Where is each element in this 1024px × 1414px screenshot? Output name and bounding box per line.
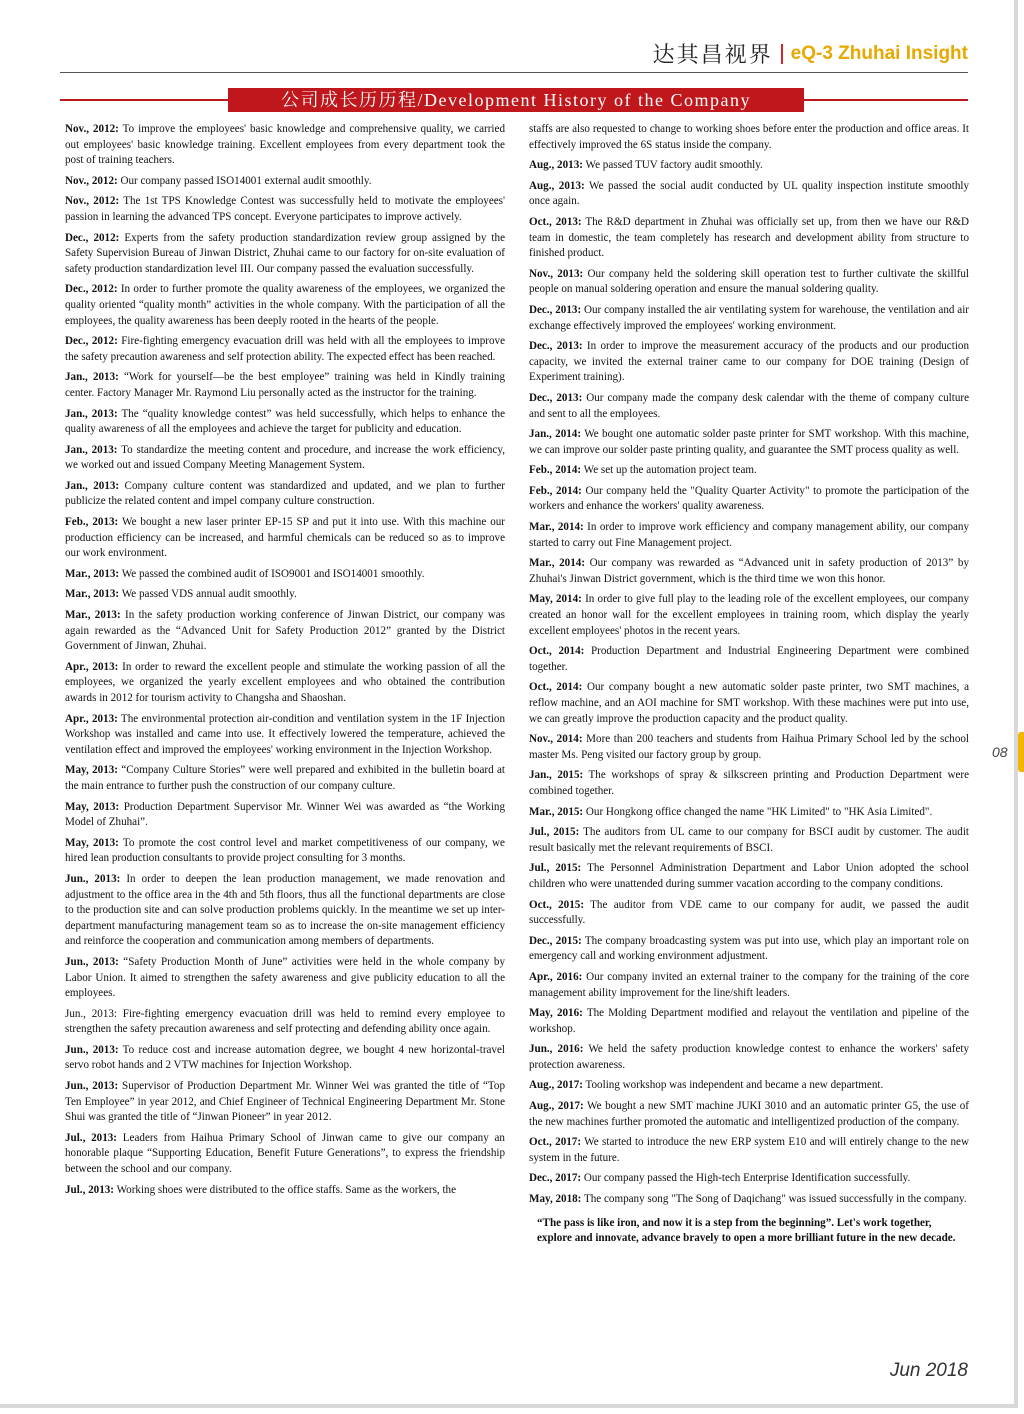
entry-date: May, 2014: <box>529 593 582 606</box>
entry-text: Our company was rewarded as “Advanced unit in safety production of 2013” by Zhuhai's Jinwan District government, which is the third time we won this honor. <box>529 557 969 585</box>
timeline-entry <box>529 1078 969 1094</box>
entry-date: Apr., 2013: <box>65 660 119 673</box>
closing-statement: “The pass is like iron, and now it is a step from the beginning”. Let's work together, explore and innovate, advance bravely to open a more brilliant future in the new decade. <box>537 1216 956 1245</box>
timeline-entry <box>529 1171 969 1187</box>
entry-date: Oct., 2014: <box>529 681 583 694</box>
timeline-entry <box>65 231 505 278</box>
issue-date: Jun 2018 <box>889 1360 968 1381</box>
timeline-entry <box>529 1135 969 1166</box>
timeline-entry <box>65 370 505 401</box>
entry-date: Jun., 2013: <box>65 955 119 968</box>
entry-text: To reduce cost and increase automation degree, we bought 4 new horizontal-travel servo robot hands and 2 VTW machines for Injection Workshop. <box>65 1043 505 1072</box>
entry-text: Our company passed the High-tech Enterprise Identification successfully. <box>581 1172 911 1185</box>
entry-date: May, 2013: <box>65 764 118 777</box>
timeline-entry <box>529 179 969 210</box>
timeline-entry <box>529 158 969 174</box>
entry-text: To improve the employees' basic knowledge and comprehensive quality, we carried out employees' basic knowledge training. Excellent employees from every department took the post of training teachers. <box>65 123 505 167</box>
entry-date: Dec., 2012: <box>65 335 118 348</box>
entry-date: Aug., 2017: <box>529 1079 583 1092</box>
entry-date: May, 2013: <box>65 836 119 849</box>
timeline-entry <box>529 1099 969 1130</box>
timeline-entry <box>529 267 969 298</box>
masthead <box>653 38 968 69</box>
masthead-cn-title: 达其昌视界 <box>652 43 773 68</box>
timeline-entry <box>529 970 969 1001</box>
masthead-separator <box>781 44 783 64</box>
entry-date: Nov., 2012: <box>65 195 120 208</box>
entry-text: In order to further promote the quality awareness of the employees, we organized the quality oriented “quality month” activities in the whole company. With the participation of all the employees, the quality awareness has been deeply rooted in the hearts of the people. <box>65 283 505 327</box>
timeline-entry <box>65 1131 505 1178</box>
timeline-entry <box>65 407 505 438</box>
entry-date: Feb., 2013: <box>65 516 119 529</box>
timeline-entry <box>529 303 969 334</box>
timeline-entry <box>529 825 969 856</box>
entry-text: Our company passed ISO14001 external audit smoothly. <box>117 174 372 187</box>
timeline-entry <box>529 463 969 479</box>
entry-text: Our Hongkong office changed the name "HK Limited" to "HK Asia Limited". <box>583 805 933 818</box>
timeline-entry <box>529 732 969 763</box>
entry-text: Our company held the "Quality Quarter Activity" to promote the participation of the workers and enhance the workers' quality awareness. <box>529 484 969 513</box>
entry-text: We passed the combined audit of ISO9001 and ISO14001 smoothly. <box>119 567 425 580</box>
entry-date: Jan., 2015: <box>529 769 584 782</box>
entry-date: Nov., 2012: <box>65 174 118 187</box>
timeline-entry <box>529 520 969 551</box>
entry-date: Jan., 2014: <box>529 428 582 441</box>
right-column <box>529 122 969 1352</box>
timeline-entry <box>529 339 969 386</box>
entry-date: Jan., 2013: <box>65 371 119 384</box>
timeline-entry <box>529 1042 969 1073</box>
timeline-entry <box>529 215 969 262</box>
timeline-entry <box>529 122 969 153</box>
timeline-entry <box>65 479 505 510</box>
entry-text: The “quality knowledge contest” was held successfully, which helps to enhance the quality awareness of all the employees and achieve the target for publicity and education. <box>65 407 505 436</box>
timeline-entry <box>529 556 969 587</box>
entry-text: The 1st TPS Knowledge Contest was successfully held to motivate the employees' passion in learning the advanced TPS concept. Everyone participates to improve actively. <box>65 195 505 223</box>
section-title: 公司成长历历程/Development History of the Company <box>228 88 804 112</box>
entry-text: “Work for yourself—be the best employee” training was held in Kindly training center. Factory Manager Mr. Raymond Liu personally acted as the instructor for the training. <box>65 371 505 399</box>
timeline-entry <box>529 484 969 515</box>
entry-text: The workshops of spray & silkscreen printing and Production Department were combined together. <box>529 769 969 797</box>
entry-date: Dec., 2013: <box>529 340 583 353</box>
entry-date: Jan., 2013: <box>65 479 120 492</box>
entry-date: Feb., 2014: <box>529 484 582 497</box>
entry-text: We started to introduce the new ERP system E10 and will entirely change to the new system in the future. <box>529 1136 969 1164</box>
entry-date: Oct., 2013: <box>529 215 582 228</box>
entry-date: Mar., 2013: <box>65 567 120 580</box>
entry-text: The environmental protection air-condition and ventilation system in the 1F Injection Workshop was installed and came into use. It effectively lowered the temperature, achieved the ventilation effect and improved the employees' working environment in the Injection Workshop. <box>65 712 505 756</box>
entry-date: Jun., 2013: <box>65 872 121 885</box>
entry-text: We passed VDS annual audit smoothly. <box>119 588 297 601</box>
entry-date: Nov., 2013: <box>529 267 584 280</box>
timeline-entry <box>65 763 505 794</box>
entry-text: In order to give full play to the leading role of the excellent employees, our company created an honor wall for the excellent employees in training room, which display the yearly excellent employees' photos in the recent years. <box>529 593 969 637</box>
entry-date: May, 2016: <box>529 1007 583 1020</box>
entry-date: Jun., 2016: <box>529 1043 584 1056</box>
entry-text: Our company installed the air ventilating system for warehouse, the ventilation and air exchange effectively improved the employees' working environment. <box>529 303 969 332</box>
entry-text: The auditor from VDE came to our company for audit, we passed the audit successfully. <box>529 898 969 927</box>
entry-text: Our company bought a new automatic solder paste printer, two SMT machines, a reflow machine, and an AOI machine for SMT workshop. With these machines were put into use, we can greatly improve the production capacity and the product quality. <box>529 681 969 725</box>
left-column <box>65 122 505 1352</box>
entry-date: Jan., 2013: <box>65 443 118 456</box>
entry-text: The company song "The Song of Daqichang" was issued successfully in the company. <box>581 1193 967 1206</box>
entry-date: Jul., 2015: <box>529 862 582 875</box>
entry-date: Apr., 2016: <box>529 970 583 983</box>
entry-date: Apr., 2013: <box>65 712 118 725</box>
timeline-entry <box>529 861 969 892</box>
entry-date: Mar., 2015: <box>529 805 584 818</box>
entry-text: The Molding Department modified and relayout the ventilation and pipeline of the workshop. <box>529 1007 969 1035</box>
timeline-entry <box>529 805 969 821</box>
timeline-entry <box>65 334 505 365</box>
entry-date: Dec., 2013: <box>529 391 583 404</box>
entry-text: Our company made the company desk calendar with the theme of company culture and sent to all the employees. <box>529 391 969 420</box>
timeline-entry <box>529 391 969 422</box>
entry-text: We passed the social audit conducted by UL quality inspection institute smoothly once again. <box>529 179 969 208</box>
entry-date: Jul., 2013: <box>65 1183 115 1196</box>
entry-date: Dec., 2012: <box>65 231 120 244</box>
entry-text: The company broadcasting system was put into use, which play an important role on emergency call and working environment adjustment. <box>529 934 969 963</box>
timeline-entry <box>65 1079 505 1126</box>
timeline-entry <box>65 608 505 655</box>
header-rule <box>60 72 968 73</box>
entry-date: Jun., 2013: <box>65 1043 119 1056</box>
masthead-en-title: eQ-3 Zhuhai Insight <box>790 42 968 64</box>
timeline-entry <box>529 680 969 727</box>
entry-text: In order to reward the excellent people and stimulate the working passion of all the employees, we organized the yearly excellent employees and who obtained the contribution awards in 2012 for tourism activity to Changsha and Shaoshan. <box>65 660 505 704</box>
entry-date: Oct., 2015: <box>529 898 585 911</box>
entry-text: Experts from the safety production standardization review group assigned by the Safety Supervision Bureau of Jinwan District, Zhuhai came to our factory for on-site evaluation of safety production standardization level III. Our company passed the evaluation successfully. <box>65 231 505 275</box>
timeline-entry <box>529 898 969 929</box>
entry-text: To promote the cost control level and market competitiveness of our company, we hired lean production consultants to provide project consulting for 3 months. <box>65 836 505 865</box>
page-edge-tab <box>1018 732 1024 772</box>
timeline-entry <box>529 934 969 965</box>
entry-date: Mar., 2014: <box>529 557 586 570</box>
entry-date: Dec., 2012: <box>65 283 118 296</box>
entry-date: Dec., 2013: <box>529 303 582 316</box>
entry-date: Jun., 2013: <box>65 1080 119 1093</box>
entry-date: Feb., 2014: <box>529 464 582 477</box>
entry-text: We held the safety production knowledge contest to enhance the workers' safety protection awareness. <box>529 1043 969 1071</box>
timeline-entry <box>65 194 505 225</box>
entry-text: The Personnel Administration Department and Labor Union adopted the school children who were unattended during summer vacation according to the company conditions. <box>529 862 969 890</box>
entry-text: We passed TUV factory audit smoothly. <box>582 159 763 172</box>
entry-text: Working shoes were distributed to the office staffs. Same as the workers, the <box>114 1183 457 1196</box>
entry-date: May, 2013: <box>65 800 120 813</box>
entry-text: We bought a new SMT machine JUKI 3010 and an automatic printer G5, the use of the new machines further promoted the automatic and intelligentized production of the company. <box>529 1100 969 1128</box>
entry-text: Our company invited an external trainer to the company for the training of the core management ability improvement for the line/shift leaders. <box>529 970 969 999</box>
entry-date: Oct., 2014: <box>529 645 585 658</box>
timeline-entry <box>65 1183 505 1199</box>
entry-date: Mar., 2013: <box>65 609 121 622</box>
entry-date: Nov., 2014: <box>529 733 583 746</box>
entry-text: To standardize the meeting content and procedure, and increase the work efficiency, we worked out and issued Company Meeting Management System. <box>65 443 505 472</box>
timeline-entry <box>65 174 505 190</box>
entry-date: Jul., 2015: <box>529 826 580 839</box>
entry-text: In order to improve work efficiency and company management ability, our company started to carry out Fine Management project. <box>529 521 969 549</box>
entry-date: Oct., 2017: <box>529 1136 582 1149</box>
entry-text: In order to improve the measurement accuracy of the products and our production capacity, we invited the external trainer came to our company for DOE training (Design of Experiment training). <box>529 340 969 384</box>
timeline-entry <box>65 800 505 831</box>
timeline-entry <box>529 1006 969 1037</box>
timeline-entry <box>529 644 969 675</box>
entry-date: Aug., 2013: <box>529 159 583 172</box>
timeline-entry <box>65 515 505 562</box>
entry-text: “Safety Production Month of June” activities were held in the whole company by Labor Union. It aimed to strengthen the safety awareness and give publicity education to all the employees. <box>65 955 505 1000</box>
timeline-entry <box>65 955 505 1002</box>
entry-date: Nov., 2012: <box>65 123 119 135</box>
timeline-entry <box>65 587 505 603</box>
entry-text: Production Department Supervisor Mr. Winner Wei was awarded as “the Working Model of Zhuhai”. <box>65 800 505 829</box>
timeline-entry <box>529 1192 969 1208</box>
timeline-entry <box>65 836 505 867</box>
right-entries <box>529 122 969 1208</box>
entry-text: Supervisor of Production Department Mr. Winner Wei was granted the title of “Top Ten Employee” in year 2012, and Chief Engineer of Technical Engineering Department Mr. Stone Shui was granted the title of “Jinwan Pioneer” in year 2012. <box>65 1080 505 1124</box>
entry-text: Tooling workshop was independent and became a new department. <box>582 1079 884 1092</box>
timeline-entry <box>65 660 505 707</box>
entry-date: Jan., 2013: <box>65 407 118 420</box>
timeline-entry <box>65 1043 505 1074</box>
entry-date: May, 2018: <box>529 1193 582 1206</box>
entry-text: In order to deepen the lean production management, we made renovation and adjustment to the office area in the 4th and 5th floors, thus all the functional departments are close to the production site and can solve production problems quickly. In the meantime we set up inter-department manufacturing management team so as to increase the on-site management efficiency and reinforce the cooperation and communication among members of departments. <box>65 872 505 948</box>
entry-text: Jun., 2013: Fire-fighting emergency evacuation drill was held to remind every employee to strengthen the safety precaution awareness and self protecting and defending ability once again. <box>65 1007 505 1036</box>
entry-text: More than 200 teachers and students from Haihua Primary School led by the school master Ms. Peng visited our factory group by group. <box>529 733 969 761</box>
entry-date: Mar., 2013: <box>65 588 120 601</box>
entry-date: Aug., 2017: <box>529 1100 584 1113</box>
entry-text: The R&D department in Zhuhai was officially set up, from then we have our R&D team in domestic, the team completely has research and development ability from structure to finished product. <box>529 215 969 260</box>
entry-text: Leaders from Haihua Primary School of Jinwan came to give our company an honorable plaque “Supporting Education, Benefit Future Generations”, to express the friendship between the school and our company. <box>65 1131 505 1176</box>
timeline-entry <box>65 443 505 474</box>
entry-text: Our company held the soldering skill operation test to further cultivate the skillful people on manual soldering operation and ensure the manual soldering quality. <box>529 267 969 296</box>
timeline-entry <box>65 282 505 329</box>
entry-date: Aug., 2013: <box>529 179 585 192</box>
entry-date: Jul., 2013: <box>65 1131 117 1144</box>
page-number: 08 <box>992 744 1008 760</box>
entry-text: Production Department and Industrial Engineering Department were combined together. <box>529 645 969 673</box>
timeline-entry <box>65 872 505 950</box>
entry-text: “Company Culture Stories” were well prepared and exhibited in the bulletin board at the main entrance to further push the construction of our company culture. <box>65 764 505 792</box>
entry-date: Dec., 2017: <box>529 1172 582 1185</box>
entry-date: Dec., 2015: <box>529 934 582 947</box>
entry-text: We set up the automation project team. <box>581 464 757 477</box>
entry-text: In the safety production working conference of Jinwan District, our company was again rewarded as the “Advanced Unit for Safety Production 2012” granted by the District Government of Jinwan, Zhuhai. <box>65 609 505 653</box>
entry-text: The auditors from UL came to our company for BSCI audit by customer. The audit result basically met the relevant requirements of BSCI. <box>529 826 969 854</box>
entry-text: staffs are also requested to change to working shoes before enter the production and office areas. It effectively improved the 6S status inside the company. <box>529 123 969 151</box>
entry-text: We bought one automatic solder paste printer for SMT workshop. With this machine, we can improve our solder paste printing quality, and guarantee the SMT process quality as well. <box>529 428 969 456</box>
timeline-entry <box>65 712 505 759</box>
timeline-entry <box>529 592 969 639</box>
entry-text: Fire-fighting emergency evacuation drill was held with all the employees to improve the safety precaution awareness and self protection ability. The expected effect has been reached. <box>65 335 505 363</box>
timeline-entry <box>65 1007 505 1038</box>
timeline-entry <box>529 427 969 458</box>
entry-text: We bought a new laser printer EP-15 SP and put it into use. With this machine our production efficiency can be increased, and harmful chemicals can be reduced so as to improve our work environment. <box>65 516 505 560</box>
timeline-entry <box>529 768 969 799</box>
entry-date: Mar., 2014: <box>529 521 584 534</box>
timeline-entry <box>65 122 505 169</box>
entry-text: Company culture content was standardized and updated, and we plan to further publicize the related content and impel company culture construction. <box>65 479 505 508</box>
timeline-entry <box>65 567 505 583</box>
